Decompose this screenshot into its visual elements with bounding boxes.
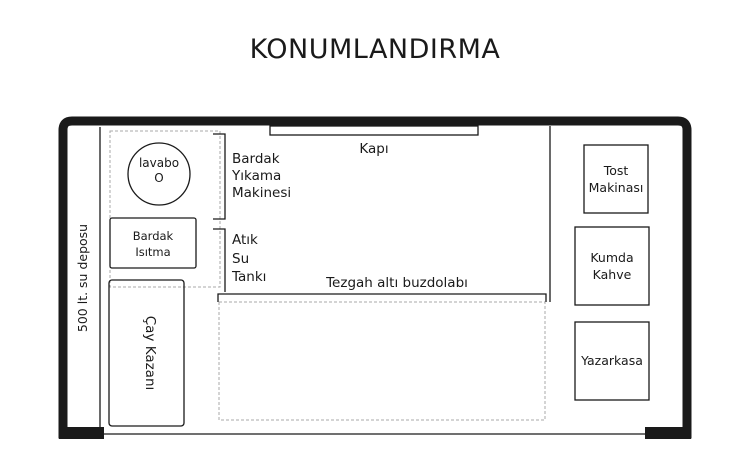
toaster-line-1: Tost [603, 163, 629, 178]
back-counter-dashed [110, 131, 220, 287]
sand-coffee-line-1: Kumda [590, 250, 634, 265]
register-label: Yazarkasa [581, 353, 643, 368]
door-label: Kapı [359, 141, 389, 157]
waste-tank-line-1: Atık [232, 232, 258, 248]
waste-tank-line-2: Su [232, 251, 250, 267]
cup-washer-line-2: Yıkama [232, 168, 282, 184]
tea-boiler-label: Çay Kazanı [142, 315, 158, 391]
waste-tank-line-3: Tankı [232, 269, 267, 285]
sink-label: lavabo [138, 156, 180, 170]
cup-heater-line-2: Isıtma [135, 245, 171, 259]
corner-foot-right [645, 427, 691, 439]
cup-heater-box [110, 218, 196, 268]
sand-coffee-line-2: Kahve [592, 267, 632, 282]
cup-washer-line-3: Makinesi [232, 185, 292, 201]
door [270, 126, 478, 135]
water-tank-label: 500 lt. su deposu [75, 223, 90, 333]
cup-heater-line-1: Bardak [132, 229, 174, 243]
fridge-label: Tezgah altı buzdolabı [326, 275, 468, 291]
toaster-box [584, 145, 648, 213]
sand-coffee-box [575, 227, 649, 305]
fridge-dashed [219, 302, 545, 420]
toaster-line-2: Makinası [588, 180, 644, 195]
sink-drain: O [154, 171, 164, 185]
corner-foot-left [59, 427, 104, 439]
page-title: KONUMLANDIRMA [249, 34, 501, 65]
cup-washer-bracket [213, 134, 225, 219]
fridge-top [218, 294, 546, 302]
cup-washer-line-1: Bardak [232, 151, 280, 167]
waste-tank-bracket [213, 229, 225, 292]
